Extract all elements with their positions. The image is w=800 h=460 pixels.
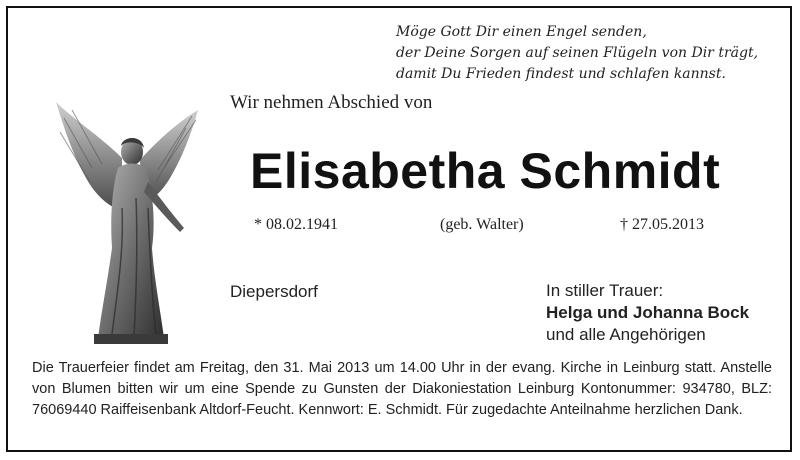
angel-statue-icon xyxy=(52,98,200,344)
deceased-name: Elisabetha Schmidt xyxy=(250,143,721,199)
birth-date: * 08.02.1941 xyxy=(254,216,338,233)
verse-line-3: damit Du Frieden findest und schlafen kannst. xyxy=(396,66,726,82)
mourners-names: Helga und Johanna Bock xyxy=(546,303,750,322)
maiden-name: (geb. Walter) xyxy=(440,216,524,233)
mourners-others: und alle Angehörigen xyxy=(546,325,706,344)
verse-line-2: der Deine Sorgen auf seinen Flügeln von Dir trägt, xyxy=(396,45,759,61)
death-date: † 27.05.2013 xyxy=(620,216,704,233)
memorial-verse xyxy=(396,22,759,85)
funeral-notice: Die Trauerfeier findet am Freitag, den 31. Mai 2013 um 14.00 Uhr in der evang. Kirche in Leinburg statt. Anstelle von Blumen bitten wir um eine Spende zu Gunsten der Diakoniestation Leinburg Kontonummer: 934780, BLZ: 76069440 Raiffeisenbank Altdorf-Feucht. Kennwort: E. Schmidt. Für zugedachte Anteilnahme herzlichen Dank. xyxy=(32,360,772,418)
verse-line-1: Möge Gott Dir einen Engel senden, xyxy=(396,24,647,40)
mourners-block xyxy=(546,280,749,346)
farewell-intro: Wir nehmen Abschied von xyxy=(230,92,433,113)
place-name: Diepersdorf xyxy=(230,282,318,301)
mourners-heading: In stiller Trauer: xyxy=(546,281,664,300)
